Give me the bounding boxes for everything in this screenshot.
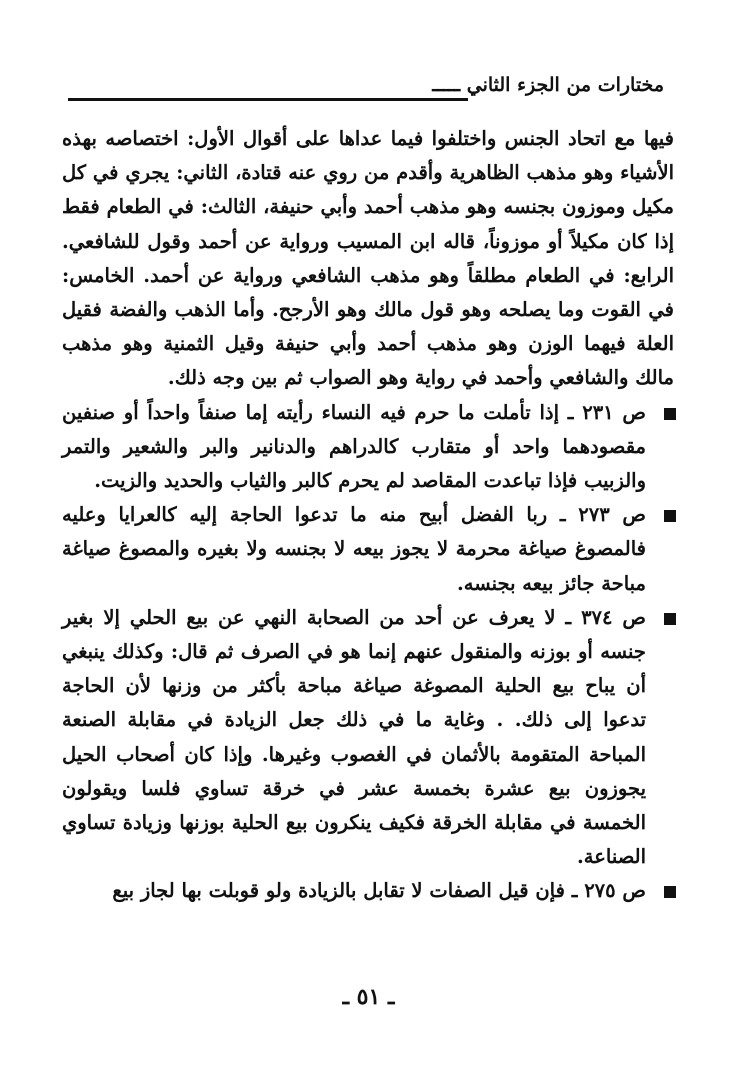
header-rule [68, 98, 468, 101]
running-header [68, 70, 664, 104]
page-number: ـ ٥١ ـ [342, 984, 395, 1010]
square-bullet-icon [664, 510, 676, 522]
square-bullet-icon [664, 886, 676, 898]
entry-text: ص ٢٧٥ ـ فإن قيل الصفات لا تقابل بالزيادة ولو قوبلت بها لجاز بيع [112, 879, 646, 903]
entry-text: ص ٣٧٤ ـ لا يعرف عن أحد من الصحابة النهي عن بيع الحلي إلا بغير جنسه أو بوزنه والمنقول عنهم إنما هو في الصرف ثم قال: وكذلك ينبغي أن يباح بيع الحلية المصوغة صياغة مباحة بأكثر من وزنها لأن الحاجة تدعوا إلى ذلك. . وغاية ما في ذلك جعل الزيادة في مقابلة الصنعة المباحة المتقومة بالأثمان في الغصوب وغيرها. وإذا كان أصحاب الحيل يجوزون بيع عشرة بخمسة عشر في خرقة تساوي فلسا ويقولون الخمسة في مقابلة الخرقة فكيف ينكرون بيع الحلية بوزنها وزيادة تساوي الصناعة. [62, 605, 646, 869]
header-title: مختارات من الجزء الثاني ـــــ [432, 74, 664, 96]
square-bullet-icon [664, 613, 676, 625]
body-text [62, 122, 674, 909]
entry-item [62, 874, 674, 908]
entry-item [62, 498, 674, 601]
intro-paragraph: فيها مع اتحاد الجنس واختلفوا فيما عداها على أقوال الأول: اختصاصه بهذه الأشياء وهو مذهب الظاهرية وأقدم من روي عنه قتادة، الثاني: يجري في كل مكيل وموزون بجنسه وهو مذهب أحمد وأبي حنيفة، الثالث: في الطعام فقط إذا كان مكيلاً أو موزوناً، قاله ابن المسيب ورواية عن أحمد وقول للشافعي. الرابع: في الطعام مطلقاً وهو مذهب الشافعي ورواية عن أحمد. الخامس: في القوت وما يصلحه وهو قول مالك وهو الأرجح. وأما الذهب والفضة فقيل العلة فيهما الوزن وهو مذهب أحمد وأبي حنيفة وقيل الثمنية وهو مذهب مالك والشافعي وأحمد في رواية وهو الصواب ثم بين وجه ذلك. [62, 127, 674, 390]
entry-text: ص ٢٣١ ـ إذا تأملت ما حرم فيه النساء رأيته إما صنفاً واحداً أو صنفين مقصودهما واحد أو متقارب كالدراهم والدنانير والبر والشعير والتمر والزبيب فإذا تباعدت المقاصد لم يحرم كالبر والثياب والحديد والزيت. [62, 400, 646, 493]
entry-text: ص ٢٧٣ ـ ربا الفضل أبيح منه ما تدعوا الحاجة إليه كالعرايا وعليه فالمصوغ صياغة محرمة لا يجوز بيعه لا بجنسه ولا بغيره والمصوغ صياغة مباحة جائز بيعه بجنسه. [62, 503, 646, 595]
square-bullet-icon [664, 408, 676, 420]
entry-item [62, 601, 674, 875]
entry-item [62, 396, 674, 499]
